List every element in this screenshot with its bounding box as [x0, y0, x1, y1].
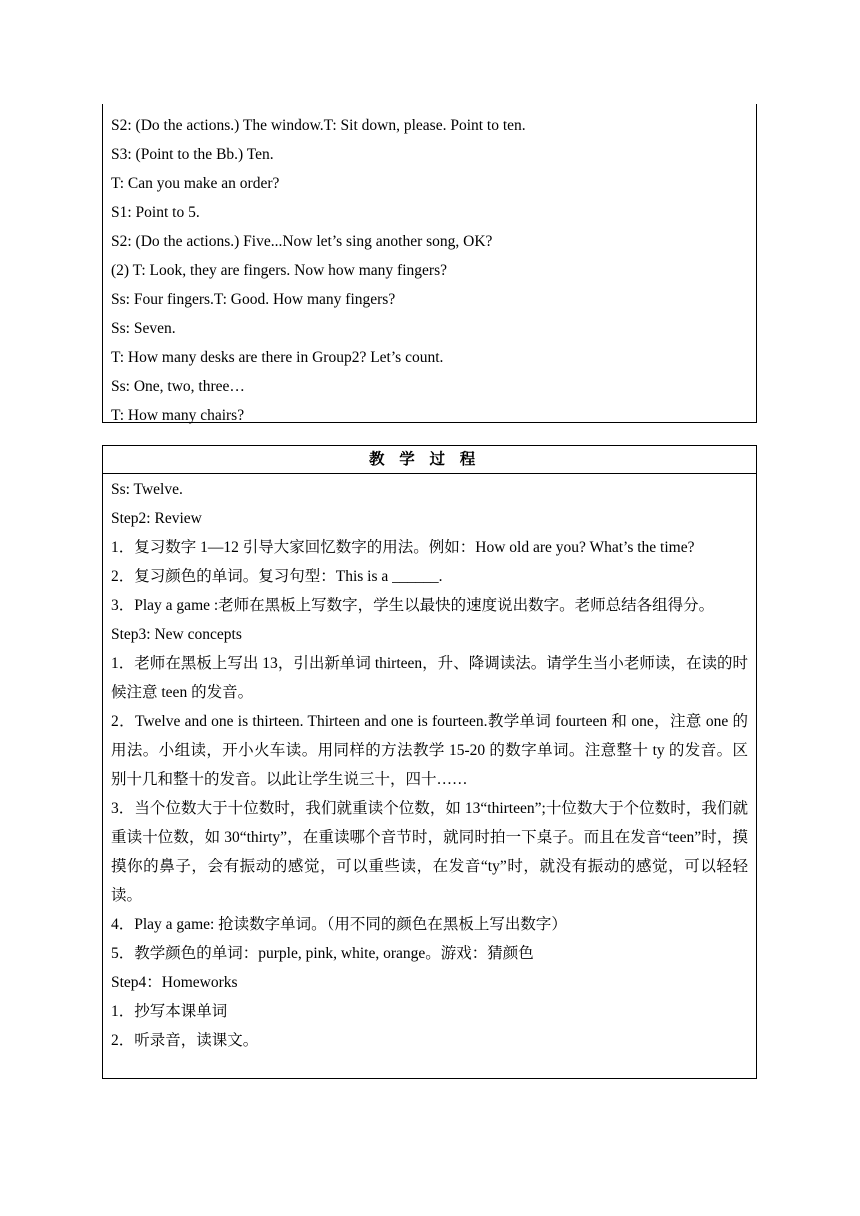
text-line: Ss: Twelve.	[111, 481, 183, 498]
text-line: (2) T: Look, they are fingers. Now how many fingers?	[111, 262, 447, 279]
text-line: Ss: Four fingers.T: Good. How many fingers?	[111, 291, 396, 308]
text-line: S1: Point to 5.	[111, 204, 200, 221]
text-paragraph: 1．老师在黑板上写出 13，引出新单词 thirteen，升、降调读法。请学生当小老师读，在读的时候注意 teen 的发音。	[111, 655, 748, 701]
text-line: 2．复习颜色的单词。复习句型：This is a ______.	[111, 568, 443, 585]
text-line: Step4：Homeworks	[111, 974, 238, 991]
text-line: T: How many desks are there in Group2? Let’s count.	[111, 349, 444, 366]
teaching-process-table	[102, 445, 757, 1079]
text-line: S2: (Do the actions.) The window.T: Sit down, please. Point to ten.	[111, 117, 526, 134]
text-line: Step3: New concepts	[111, 626, 242, 643]
text-line: T: How many chairs?	[111, 407, 245, 424]
text-line: 2．听录音，读课文。	[111, 1032, 259, 1049]
text-line: S3: (Point to the Bb.) Ten.	[111, 146, 274, 163]
text-line: 4．Play a game: 抢读数字单词。（用不同的颜色在黑板上写出数字）	[111, 916, 567, 933]
text-line: Ss: Seven.	[111, 320, 176, 337]
text-paragraph: 3．当个位数大于十位数时，我们就重读个位数，如 13“thirteen”;十位数大于个位数时，我们就重读十位数，如 30“thirty”，在重读哪个音节时，就同时拍一下桌子。而且在发音“teen”时，摸摸你的鼻子，会有振动的感觉，可以重些读，在发音“ty”时，就没有振动的感觉，可以轻轻读。	[111, 800, 748, 904]
text-line: 5．教学颜色的单词：purple, pink, white, orange。游戏：猜颜色	[111, 945, 534, 962]
text-line: Ss: One, two, three…	[111, 378, 245, 395]
text-line: S2: (Do the actions.) Five...Now let’s sing another song, OK?	[111, 233, 493, 250]
text-line: Step2: Review	[111, 510, 202, 527]
text-line: T: Can you make an order?	[111, 175, 280, 192]
text-paragraph: 3．Play a game :老师在黑板上写数字，学生以最快的速度说出数字。老师总结各组得分。	[111, 597, 715, 614]
text-line: 1．复习数字 1—12 引导大家回忆数字的用法。例如：How old are you? What’s the time?	[111, 539, 695, 556]
table-header: 教学过程	[103, 446, 756, 474]
continued-table-cell	[102, 104, 757, 423]
text-line: 1．抄写本课单词	[111, 1003, 228, 1020]
text-paragraph: 2．Twelve and one is thirteen. Thirteen and one is fourteen.教学单词 fourteen 和 one，注意 one 的用法。小组读，开小火车读。用同样的方法教学 15-20 的数字单词。注意整十 ty 的发音。区别十几和整十的发音。以此让学生说三十，四十……	[111, 713, 748, 788]
table-body	[103, 474, 756, 1055]
